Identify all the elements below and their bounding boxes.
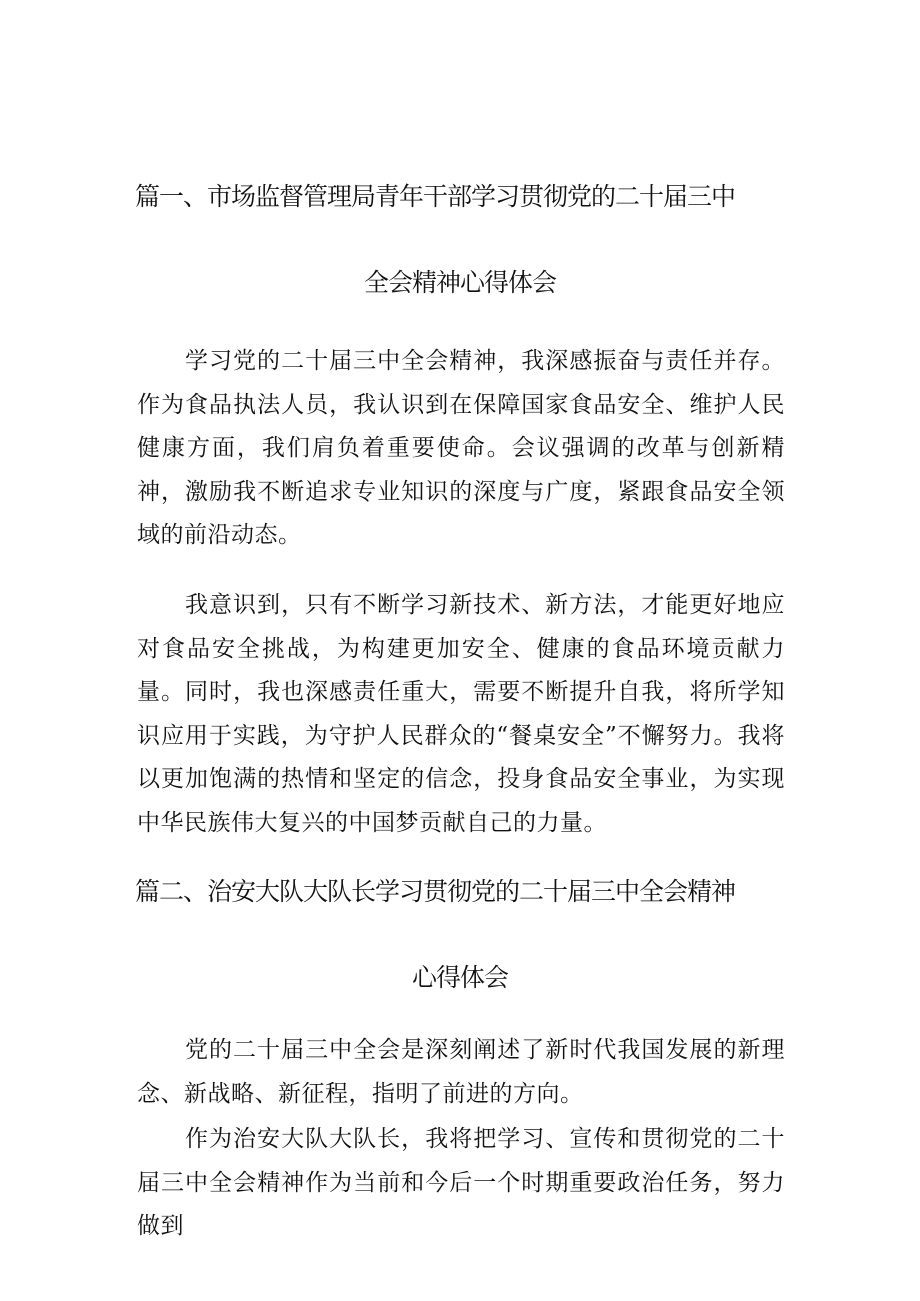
section-2-title [135,849,785,1021]
section-2-paragraph-1: 党的二十届三中全会是深刻阐述了新时代我国发展的新理念、新战略、新征程，指明了前进的方向。 [137,1037,785,1107]
section-1-paragraph-2: 我意识到，只有不断学习新技术、新方法，才能更好地应对食品安全挑战，为构建更加安全、健康的食品环境贡献力量。同时，我也深感责任重大，需要不断提升自我，将所学知识应用于实践，为守护人民群众的“餐桌安全”不懈努力。我将以更加饱满的热情和坚定的信念，投身食品安全事业，为实现中华民族伟大复兴的中国梦贡献自己的力量。 [137,592,785,836]
section-2-paragraph-2: 作为治安大队大队长，我将把学习、宣传和贯彻党的二十届三中全会精神作为当前和今后一个时期重要政治任务，努力做到 [137,1126,785,1239]
section-1-paragraph-1: 学习党的二十届三中全会精神，我深感振奋与责任并存。作为食品执法人员，我认识到在保障国家食品安全、维护人民健康方面，我们肩负着重要使命。会议强调的改革与创新精神，激励我不断追求专业知识的深度与广度，紧跟食品安全领域的前沿动态。 [137,348,785,548]
section-1-title [135,154,785,326]
section-1-title-line-2: 全会精神心得体会 [363,268,556,297]
section-2-title-line-1: 篇二、治安大队大队长学习贯彻党的二十届三中全会精神 [135,877,736,906]
section-1-title-line-1: 篇一、市场监督管理局青年干部学习贯彻党的二十届三中 [135,182,736,211]
section-2-title-line-2: 心得体会 [411,963,508,992]
